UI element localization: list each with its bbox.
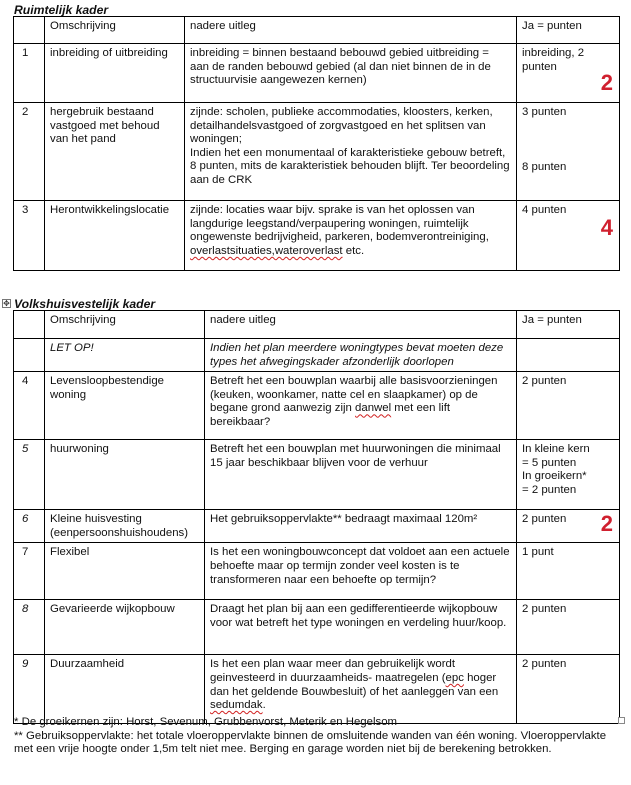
row-number: 9 [14, 655, 45, 724]
row-uitleg [185, 103, 517, 201]
row-uitleg: inbreiding = binnen bestaand bebouwd gebied uitbreiding = aan de randen bebouwd gebied (al dan niet binnen de in de structuurvisie aangewezen kernen) [185, 44, 517, 103]
row-number: 6 [14, 510, 45, 543]
footnote-gebruiksoppervlakte: ** Gebruiksoppervlakte: het totale vloeroppervlakte binnen de omsluitende wanden van één woning. Vloeroppervlakte met een vrije hoogte onder 1,5m telt niet mee. Berging en garage worden niet bij de berekening betrokken. [14, 729, 607, 756]
table-row [14, 372, 620, 440]
header-cell: Ja = punten [517, 17, 620, 44]
row-uitleg: Betreft het een bouwplan met huurwoningen die minimaal 15 jaar beschikbaar blijven voor de verhuur [205, 440, 517, 510]
row-uitleg [185, 201, 517, 271]
table-row [14, 201, 620, 271]
header-cell [14, 17, 45, 44]
uitleg-part: Indien het een monumentaal of karakteristieke gebouw betreft, 8 punten, mits de karakteristiek behouden blijft. Ter beoordeling aan de CRK [190, 146, 510, 186]
row-number: 5 [14, 440, 45, 510]
section-title-ruimtelijk: Ruimtelijk kader [14, 3, 109, 17]
spellcheck-word: danwel [355, 402, 392, 415]
section-title-volkshuisvesting: Volkshuisvestelijk kader [14, 297, 156, 311]
header-cell: Omschrijving [45, 17, 185, 44]
row-uitleg [205, 372, 517, 440]
ruimtelijk-table [13, 16, 620, 271]
row-punten: 2 punten [517, 372, 620, 440]
table-header-row [14, 17, 620, 44]
row-punten: 1 punt [517, 543, 620, 600]
row-punten [517, 201, 620, 271]
header-cell: nadere uitleg [205, 311, 517, 339]
punten-text: 4 punten [522, 204, 567, 216]
row-omschrijving: hergebruik bestaand vastgoed met behoud van het pand [45, 103, 185, 201]
punten-text: 3 punten [522, 106, 567, 118]
uitleg-part: . [262, 699, 266, 712]
table-row [14, 600, 620, 655]
punten-text: 2 punten [522, 513, 567, 526]
uitleg-part: Is het een plan waar meer dan gebruikelijk wordt geinvesteerd in duurzaamheids- maatregelen ( [210, 658, 456, 684]
table-row [14, 103, 620, 201]
handwritten-score: 2 [600, 511, 613, 537]
row-number: 4 [14, 372, 45, 440]
table-row [14, 543, 620, 600]
punten-text: In kleine kern [522, 443, 590, 456]
table-row [14, 440, 620, 510]
row-uitleg [205, 655, 517, 724]
row-omschrijving: Kleine huisvesting (eenpersoonshuishoudens) [45, 510, 205, 543]
row-omschrijving: inbreiding of uitbreiding [45, 44, 185, 103]
table-row [14, 655, 620, 724]
row-uitleg: Is het een woningbouwconcept dat voldoet aan een actuele behoefte maar op termijn zonder veel kosten is te transformeren naar een behoefte op termijn? [205, 543, 517, 600]
row-omschrijving: Gevarieerde wijkopbouw [45, 600, 205, 655]
header-cell: Ja = punten [517, 311, 620, 339]
handwritten-score: 4 [600, 215, 613, 240]
letop-label: LET OP! [45, 339, 205, 372]
row-omschrijving: Herontwikkelingslocatie [45, 201, 185, 271]
table-header-row [14, 311, 620, 339]
row-number: 2 [14, 103, 45, 201]
row-uitleg: Het gebruiksoppervlakte** bedraagt maximaal 120m² [205, 510, 517, 543]
footnote-groeikernen: * De groeikernen zijn: Horst, Sevenum, Grubbenvorst, Meterik en Hegelsom [14, 716, 398, 728]
uitleg-part: zijnde: scholen, publieke accommodaties, kloosters, kerken, detailhandelsvastgoed of zorgvastgoed en het splitsen van woningen; [190, 106, 493, 146]
uitleg-part: Betreft het een bouwplan waarbij alle basisvoorzieningen (keuken, woonkamer, natte cel en slaapkamer) op de begane grond aanwezig zijn [210, 375, 498, 415]
footnotes [14, 716, 626, 757]
header-cell: Omschrijving [45, 311, 205, 339]
row-punten [517, 103, 620, 201]
spellcheck-word: overlastsituaties,wateroverlast [190, 244, 343, 257]
table-row [14, 510, 620, 543]
row-punten [517, 440, 620, 510]
row-uitleg: Draagt het plan bij aan een gedifferentieerde wijkopbouw voor wat betreft het type woningen en verdeling huur/koop. [205, 600, 517, 655]
uitleg-part: etc. [342, 244, 365, 257]
row-number: 8 [14, 600, 45, 655]
table-row [14, 339, 620, 372]
row-number: 3 [14, 201, 45, 271]
row-number: 7 [14, 543, 45, 600]
uitleg-part: hoger dan het geldende Bouwbesluit) of het aanleggen van een [210, 671, 499, 698]
row-punten [517, 510, 620, 543]
punten-text: In groeikern* [522, 470, 587, 483]
row-omschrijving: Levensloopbestendige woning [45, 372, 205, 440]
empty-cell [517, 339, 620, 372]
punten-text: 8 punten [522, 160, 567, 173]
table-row [14, 44, 620, 103]
empty-cell [14, 339, 45, 372]
row-punten: 2 punten [517, 600, 620, 655]
row-number: 1 [14, 44, 45, 103]
table-move-icon[interactable]: ✥ [3, 299, 10, 308]
letop-text: Indien het plan meerdere woningtypes bevat moeten deze types het afwegingskader afzonderlijk doorlopen [205, 339, 517, 372]
punten-text: inbreiding, 2 punten [522, 47, 585, 73]
row-punten [517, 44, 620, 103]
uitleg-part: zijnde: locaties waar bijv. sprake is van het oplossen van langdurige leegstand/verpaupering woningen, ruimtelijk ongewenste bedrijvigheid, parkeren, bodemverontreiniging, [190, 204, 489, 244]
spellcheck-word: sedumdak [210, 699, 263, 712]
punten-text: = 5 punten [522, 456, 577, 469]
punten-text: = 2 punten [522, 483, 577, 496]
header-cell: nadere uitleg [185, 17, 517, 44]
header-cell [14, 311, 45, 339]
row-omschrijving: Duurzaamheid [45, 655, 205, 724]
handwritten-score: 2 [600, 70, 613, 95]
volkshuisvesting-table [13, 310, 620, 724]
row-punten: 2 punten [517, 655, 620, 724]
spellcheck-word: epc [445, 671, 464, 684]
row-omschrijving: Flexibel [45, 543, 205, 600]
uitleg-part: met een lift bereikbaar? [210, 402, 451, 428]
row-omschrijving: huurwoning [45, 440, 205, 510]
